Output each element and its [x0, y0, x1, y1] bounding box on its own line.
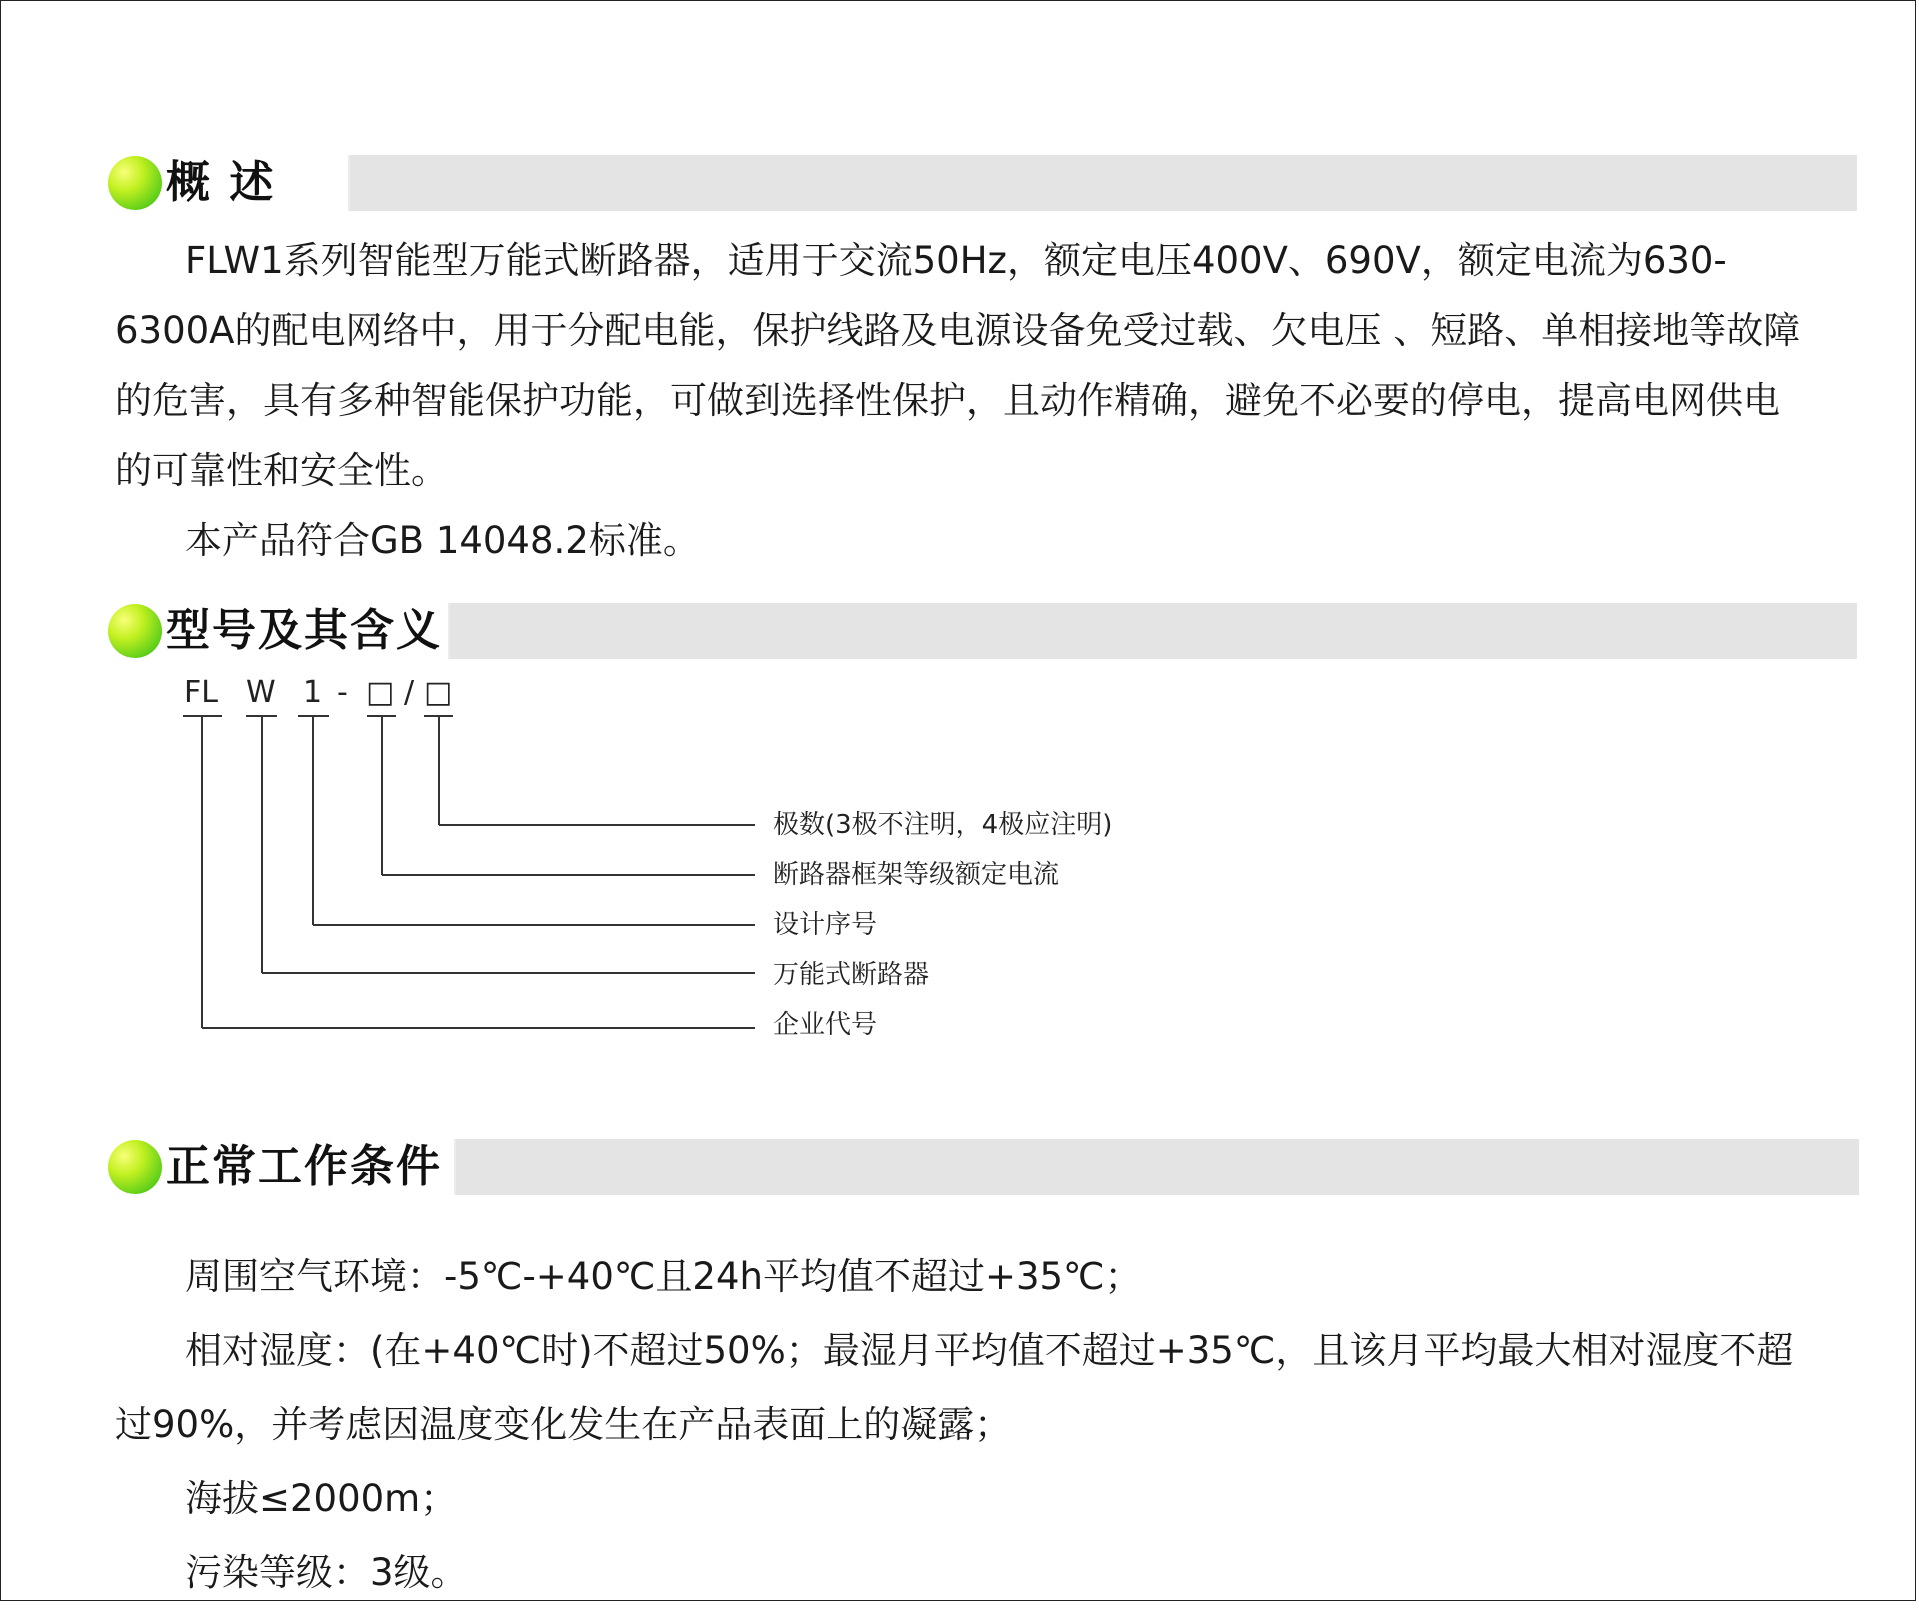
- legend-frame-current: 断路器框架等级额定电流: [773, 860, 1060, 890]
- code-part-w: W: [246, 675, 276, 710]
- condition-item: 污染等级：3级。: [185, 1551, 468, 1594]
- conditions-title: 正常工作条件: [166, 1141, 442, 1192]
- code-part-dash: -: [337, 675, 348, 710]
- legend-poles: 极数(3极不注明，4极应注明): [773, 810, 1113, 840]
- overview-title: 概 述: [166, 157, 276, 208]
- header-title-box: [108, 1139, 456, 1195]
- legend-company-code: 企业代号: [773, 1010, 878, 1040]
- overview-paragraph-2: 本产品符合GB 14048.2标准。: [185, 519, 700, 562]
- code-part-fl: FL: [184, 675, 218, 710]
- conditions-header: [108, 1139, 1859, 1195]
- overview-paragraph-1: FLW1系列智能型万能式断路器，适用于交流50Hz，额定电压400V、690V，额定电流为630-6300A的配电网络中，用于分配电能，保护线路及电源设备免受过载、欠电压 、短路、单相接地等故障的危害，具有多种智能保护功能，可做到选择性保护，且动作精确，避免不必要的停电，提高电网供电的可靠性和安全性。: [115, 239, 1801, 492]
- condition-item: 相对湿度：(在+40℃时)不超过50%；最湿月平均值不超过+35℃，且该月平均最大相对湿度不超过90%，并考虑因温度变化发生在产品表面上的凝露；: [115, 1329, 1794, 1446]
- code-part-slash: /: [404, 675, 415, 710]
- legend-design-number: 设计序号: [773, 910, 878, 940]
- code-part-box-2: □: [424, 675, 453, 710]
- code-part-1: 1: [303, 675, 323, 710]
- condition-item: 周围空气环境：-5℃-+40℃且24h平均值不超过+35℃；: [185, 1255, 1142, 1298]
- green-ball-icon: [108, 1140, 162, 1194]
- model-title: 型号及其含义: [166, 605, 442, 656]
- conditions-text: [115, 1240, 1805, 1610]
- condition-item: 海拔≤2000m；: [185, 1477, 458, 1520]
- code-part-box-1: □: [366, 675, 395, 710]
- legend-universal-breaker: 万能式断路器: [773, 960, 930, 990]
